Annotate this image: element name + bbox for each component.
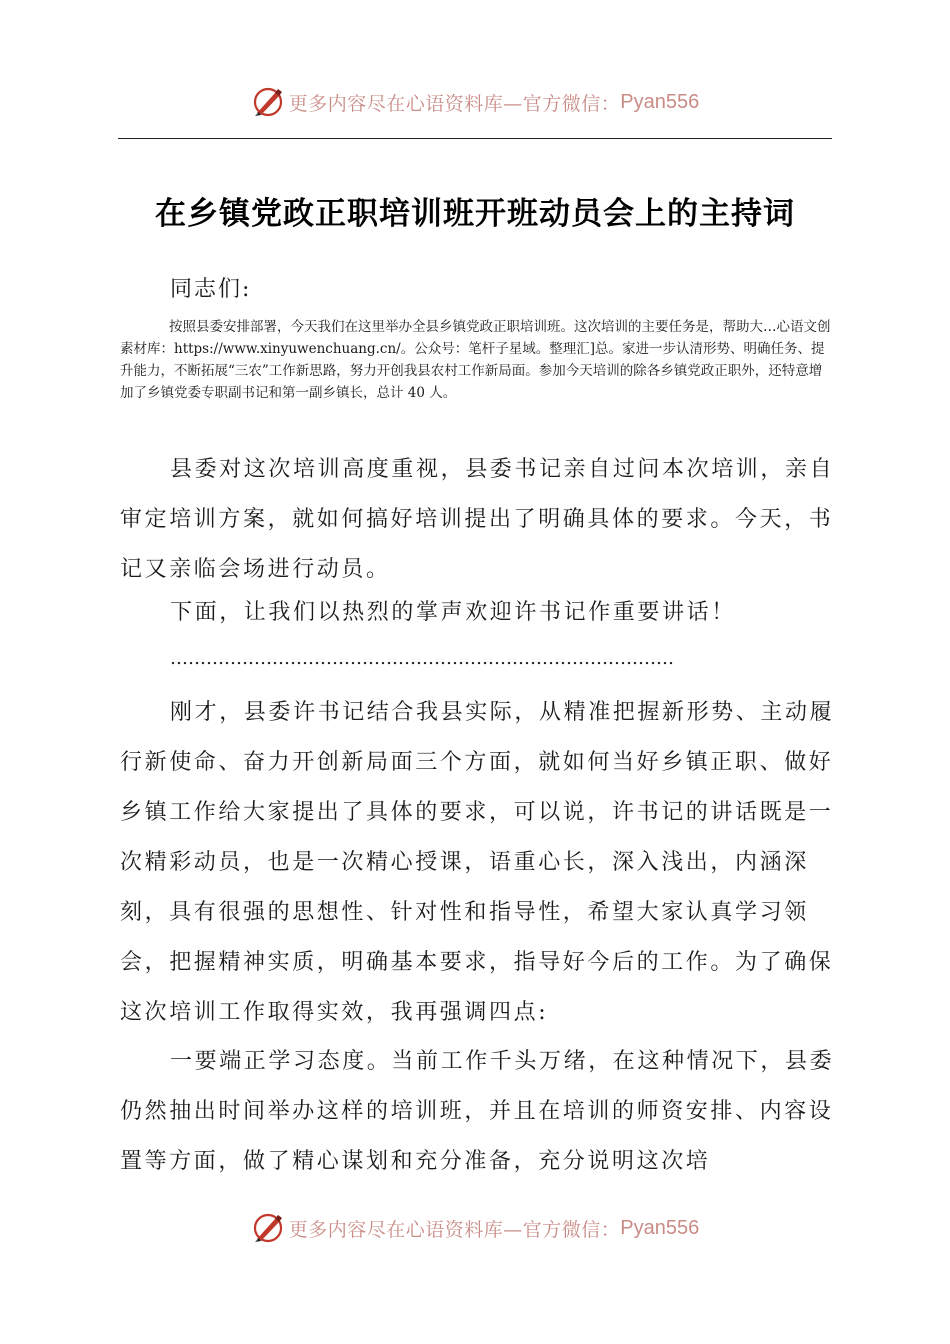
salutation: 同志们: — [170, 277, 252, 302]
watermark-handle: Pyan556 — [620, 1216, 700, 1239]
page-title: 在乡镇党政正职培训班开班动员会上的主持词 — [155, 196, 795, 232]
footer-watermark — [0, 1208, 950, 1248]
watermark-text: 更多内容尽在心语资料库—官方微信： — [288, 1218, 621, 1241]
paragraph-3: 刚才，县委许书记结合我县实际，从精准把握新形势、主动履行新使命、奋力开创新局面三个方面，就如何当好乡镇正职、做好乡镇工作给大家提出了具体的要求，可以说，许书记的讲话既是一次精彩动员，也是一次精心授课，语重心长，深入浅出，内涵深刻，具有很强的思想性、针对性和指导性，希望大家认真学习领会，把握精神实质，明确基本要求，指导好今后的工作。为了确保这次培训工作取得实效，我再强调四点: — [120, 700, 835, 1025]
paragraph-1: 县委对这次培训高度重视，县委书记亲自过问本次培训，亲自审定培训方案，就如何搞好培训提出了明确具体的要求。今天，书记又亲临会场进行动员。 — [120, 457, 835, 582]
header-watermark — [0, 82, 950, 122]
intro-paragraph: 按照县委安排部署，今天我们在这里举办全县乡镇党政正职培训班。这次培训的主要任务是，帮助大…心语文创素材库：https://www.xinyuwenchuang.cn/。公众号：笔杆子星域。整理汇]总。家进一步认清形势、明确任务、提升能力，不断拓展“三农”工作新思路，努力开创我县农村工作新局面。参加今天培训的除各乡镇党政正职外，还特意增加了乡镇党委专职副书记和第一副乡镇长，总计 40 人。 — [120, 319, 831, 401]
paragraph-4: 一要端正学习态度。当前工作千头万绪，在这种情况下，县委仍然抽出时间举办这样的培训班，并且在培训的师资安排、内容设置等方面，做了精心谋划和充分准备，充分说明这次培 — [120, 1049, 835, 1174]
header-divider — [118, 138, 832, 139]
pen-seal-logo-icon — [251, 1211, 285, 1245]
watermark-handle: Pyan556 — [620, 90, 700, 113]
pen-seal-logo-icon — [251, 85, 285, 119]
ellipsis-separator: ………………………………………………………………………… — [170, 648, 674, 669]
paragraph-2: 下面，让我们以热烈的掌声欢迎许书记作重要讲话！ — [170, 600, 736, 625]
watermark-text: 更多内容尽在心语资料库—官方微信： — [288, 92, 621, 115]
